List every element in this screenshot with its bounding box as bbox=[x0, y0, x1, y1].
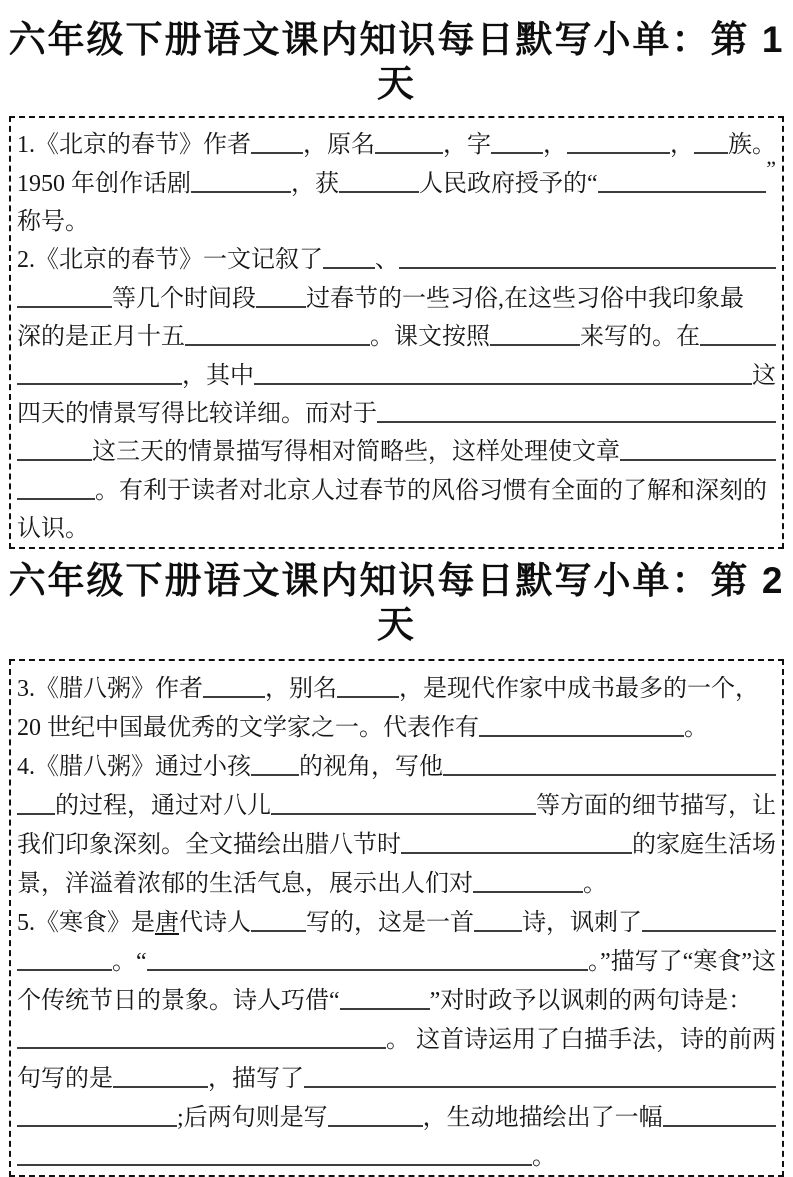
blank-field bbox=[443, 774, 776, 776]
worksheet-line bbox=[17, 428, 776, 466]
text-segment: 唐 bbox=[155, 909, 179, 936]
worksheet-line bbox=[17, 976, 776, 1015]
worksheet-line bbox=[17, 742, 776, 781]
worksheet-line bbox=[17, 236, 776, 274]
worksheet-line bbox=[17, 859, 776, 898]
blank-field bbox=[491, 152, 543, 154]
text-segment: 等方面的细节描写，让 bbox=[536, 792, 776, 819]
blank-field bbox=[251, 930, 306, 932]
worksheet-line bbox=[17, 121, 776, 159]
blank-field bbox=[328, 1125, 423, 1127]
text-segment: ， bbox=[670, 132, 694, 159]
section-title-day1: 六年级下册语文课内知识每日默写小单：第 1 天 bbox=[8, 19, 785, 105]
worksheet-line bbox=[17, 390, 776, 428]
text-segment: 。课文按照 bbox=[370, 324, 490, 351]
worksheet-line bbox=[17, 505, 776, 543]
blank-field bbox=[474, 930, 522, 932]
text-segment: 诗，讽刺了 bbox=[522, 909, 642, 936]
blank-field bbox=[401, 852, 632, 854]
blank-field bbox=[377, 421, 776, 423]
blank-field bbox=[191, 191, 291, 193]
worksheet-line bbox=[17, 351, 776, 389]
blank-field bbox=[694, 152, 728, 154]
blank-field bbox=[642, 930, 776, 932]
blank-field bbox=[251, 152, 303, 154]
blank-field bbox=[256, 306, 306, 308]
text-segment: 。 bbox=[583, 870, 607, 897]
blank-field bbox=[17, 1164, 532, 1166]
text-segment: 3.《腊八粥》作者 bbox=[17, 675, 203, 702]
blank-field bbox=[17, 498, 95, 500]
blank-field bbox=[254, 383, 752, 385]
text-segment: 人民政府授予的“ bbox=[419, 170, 598, 197]
blank-field bbox=[700, 344, 776, 346]
blank-field bbox=[375, 152, 443, 154]
text-segment: 20 世纪中国最优秀的文学家之一。代表作有 bbox=[17, 714, 479, 741]
blank-field bbox=[17, 1125, 177, 1127]
text-segment: ，原名 bbox=[303, 132, 375, 159]
blank-field bbox=[113, 1086, 208, 1088]
text-segment: 。 bbox=[532, 1143, 556, 1170]
worksheet-line bbox=[17, 664, 776, 703]
text-segment: 2.《北京的春节》一文记叙了 bbox=[17, 247, 323, 274]
worksheet-line bbox=[17, 313, 776, 351]
blank-field bbox=[340, 1008, 430, 1010]
text-segment: 的视角，写他 bbox=[299, 753, 443, 780]
worksheet-line bbox=[17, 1015, 776, 1054]
blank-field bbox=[203, 696, 265, 698]
blank-field bbox=[185, 344, 370, 346]
text-segment: ，描写了 bbox=[208, 1065, 304, 1092]
blank-field bbox=[17, 459, 92, 461]
text-segment: ，其中 bbox=[182, 362, 254, 389]
blank-field bbox=[479, 735, 684, 737]
text-segment: 。”描写了“寒食”这 bbox=[588, 948, 776, 975]
text-segment: 的过程，通过对八儿 bbox=[55, 792, 271, 819]
text-segment: ;后两句则是写 bbox=[177, 1104, 328, 1131]
blank-field bbox=[490, 344, 580, 346]
text-segment: ”对时政予以讽刺的两句诗是： bbox=[429, 987, 753, 1014]
text-segment: ，别名 bbox=[265, 675, 337, 702]
worksheet-line bbox=[17, 781, 776, 820]
text-segment: 1950 年创作话剧 bbox=[17, 170, 191, 197]
text-segment: ， bbox=[543, 132, 567, 159]
blank-field bbox=[17, 1047, 386, 1049]
text-segment: 1.《北京的春节》作者 bbox=[17, 132, 251, 159]
blank-field bbox=[399, 267, 776, 269]
text-segment: 、 bbox=[375, 247, 399, 274]
text-segment: 。 这首诗运用了白描手法，诗的前两 bbox=[386, 1026, 776, 1053]
worksheet-line bbox=[17, 466, 776, 504]
text-segment: ，获 bbox=[291, 170, 339, 197]
text-segment: 深的是正月十五 bbox=[17, 324, 185, 351]
worksheet-line bbox=[17, 1093, 776, 1132]
worksheet-line bbox=[17, 703, 776, 742]
text-segment: 这 bbox=[752, 362, 776, 389]
blank-field bbox=[17, 306, 112, 308]
text-segment: 景，洋溢着浓郁的生活气息，展示出人们对 bbox=[17, 870, 473, 897]
text-segment: 过春节的一些习俗,在这些习俗中我印象最 bbox=[306, 285, 744, 312]
text-segment: ” bbox=[766, 159, 776, 181]
text-segment: 代诗人 bbox=[179, 909, 251, 936]
text-segment: 族。 bbox=[728, 132, 776, 159]
text-segment: 称号。 bbox=[17, 208, 89, 235]
text-segment: ，是现代作家中成书最多的一个， bbox=[399, 675, 759, 702]
text-segment: 等几个时间段 bbox=[112, 285, 256, 312]
worksheet-line bbox=[17, 898, 776, 937]
text-segment: 来写的。在 bbox=[580, 324, 700, 351]
text-segment: 我们印象深刻。全文描绘出腊八节时 bbox=[17, 831, 401, 858]
worksheet-line bbox=[17, 1054, 776, 1093]
text-segment: ，生动地描绘出了一幅 bbox=[422, 1104, 663, 1131]
question-box-day2 bbox=[9, 659, 784, 1177]
text-segment: 认识。 bbox=[17, 516, 89, 543]
blank-field bbox=[567, 152, 670, 154]
text-segment: 这三天的情景描写得相对简略些，这样处理使文章 bbox=[92, 439, 620, 466]
text-segment: ，字 bbox=[443, 132, 491, 159]
blank-field bbox=[663, 1125, 776, 1127]
worksheet-line bbox=[17, 820, 776, 859]
blank-field bbox=[147, 969, 588, 971]
text-segment: 写的，这是一首 bbox=[306, 909, 474, 936]
blank-field bbox=[620, 459, 776, 461]
text-segment: 5.《寒食》是 bbox=[17, 909, 155, 936]
text-segment: 。 bbox=[684, 714, 708, 741]
text-segment: 个传统节日的景象。诗人巧借“ bbox=[17, 987, 340, 1014]
blank-field bbox=[17, 813, 55, 815]
text-segment: 句写的是 bbox=[17, 1065, 113, 1092]
worksheet-line bbox=[17, 1132, 776, 1171]
blank-field bbox=[251, 774, 299, 776]
blank-field bbox=[17, 969, 112, 971]
blank-field bbox=[304, 1086, 776, 1088]
worksheet-line bbox=[17, 937, 776, 976]
blank-field bbox=[473, 891, 583, 893]
text-segment: 。“ bbox=[112, 948, 147, 975]
blank-field bbox=[271, 813, 536, 815]
text-segment: 四天的情景写得比较详细。而对于 bbox=[17, 400, 377, 427]
text-segment: 。有利于读者对北京人过春节的风俗习惯有全面的了解和深刻的 bbox=[95, 477, 767, 504]
worksheet-line bbox=[17, 159, 776, 197]
text-segment: 4.《腊八粥》通过小孩 bbox=[17, 753, 251, 780]
worksheet-line bbox=[17, 274, 776, 312]
blank-field bbox=[323, 267, 375, 269]
section-title-day2: 六年级下册语文课内知识每日默写小单：第 2 天 bbox=[8, 560, 785, 646]
blank-field bbox=[339, 191, 419, 193]
blank-field bbox=[337, 696, 399, 698]
text-segment: 的家庭生活场 bbox=[632, 831, 776, 858]
worksheet-line bbox=[17, 198, 776, 236]
blank-field bbox=[17, 383, 182, 385]
question-box-day1 bbox=[9, 116, 784, 549]
blank-field bbox=[598, 191, 767, 193]
